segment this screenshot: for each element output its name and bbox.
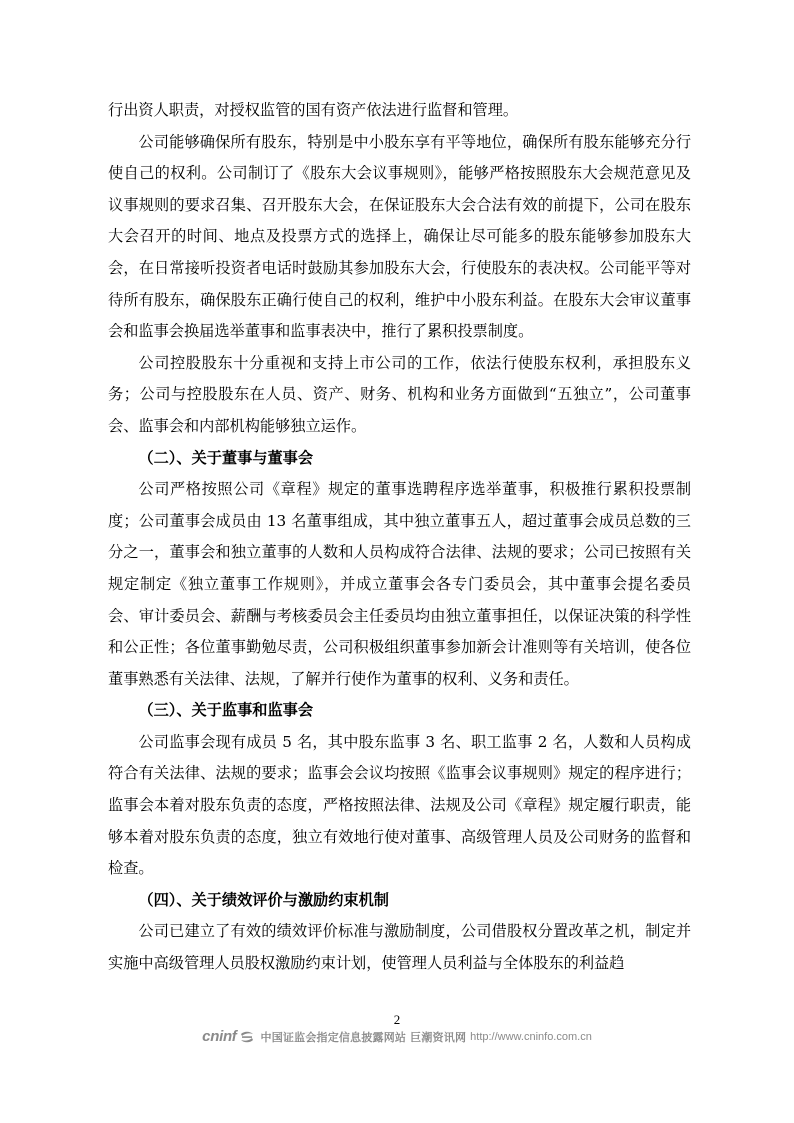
body-paragraph: 公司已建立了有效的绩效评价标准与激励制度，公司借股权分置改革之机，制定并实施中高级管理人员股权激励约束计划，使管理人员利益与全体股东的利益趋	[108, 922, 691, 973]
footer-url[interactable]: http://www.cninfo.com.cn	[470, 1030, 592, 1043]
document-body	[108, 95, 691, 980]
section-heading: （四）、关于绩效评价与激励约束机制	[138, 890, 389, 909]
body-paragraph: 公司控股股东十分重视和支持上市公司的工作，依法行使股东权利，承担股东义务；公司与控股股东在人员、资产、财务、机构和业务方面做到“五独立”，公司董事会、监事会和内部机构能够独立运作。	[108, 353, 691, 435]
section-heading: （二）、关于董事与董事会	[138, 448, 314, 467]
page-footer	[0, 1028, 794, 1045]
footer-site-text: 中国证监会指定信息披露网站 巨潮资讯网	[260, 1030, 467, 1044]
body-paragraph: 公司监事会现有成员 5 名，其中股东监事 3 名、职工监事 2 名，人数和人员构成符合有关法律、法规的要求；监事会会议均按照《监事会议事规则》规定的程序进行；监事会本着对股东负责的态度，严格按照法律、法规及公司《章程》规定履行职责，能够本着对股东负责的态度，独立有效地行使对董事、高级管理人员及公司财务的监督和检查。	[108, 732, 691, 878]
cninfo-logo-text: cninf	[202, 1028, 237, 1045]
body-paragraph: 行出资人职责，对授权监管的国有资产依法进行监督和管理。	[108, 101, 519, 119]
page-number: 2	[393, 1012, 401, 1027]
section-heading: （三）、关于监事和监事会	[138, 701, 314, 720]
body-paragraph: 公司能够确保所有股东，特别是中小股东享有平等地位，确保所有股东能够充分行使自己的权利。公司制订了《股东大会议事规则》，能够严格按照股东大会规范意见及议事规则的要求召集、召开股东大会，在保证股东大会合法有效的前提下，公司在股东大会召开的时间、地点及投票方式的选择上，确保让尽可能多的股东能够参加股东大会，在日常接听投资者电话时鼓励其参加股东大会，行使股东的表决权。公司能平等对待所有股东，确保股东正确行使自己的权利，维护中小股东利益。在股东大会审议董事会和监事会换届选举董事和监事表决中，推行了累积投票制度。	[108, 132, 691, 341]
body-paragraph: 公司严格按照公司《章程》规定的董事选聘程序选举董事，积极推行累积投票制度；公司董事会成员由 13 名董事组成，其中独立董事五人，超过董事会成员总数的三分之一，董事会和独立董事的人数和人员构成符合法律、法规的要求；公司已按照有关规定制定《独立董事工作规则》，并成立董事会各专门委员会，其中董事会提名委员会、审计委员会、薪酬与考核委员会主任委员均由独立董事担任，以保证决策的科学性和公正性；各位董事勤勉尽责，公司积极组织董事参加新会计准则等有关培训，使各位董事熟悉有关法律、法规，了解并行使作为董事的权利、义务和责任。	[108, 480, 691, 688]
cninfo-swirl-icon	[239, 1030, 255, 1044]
